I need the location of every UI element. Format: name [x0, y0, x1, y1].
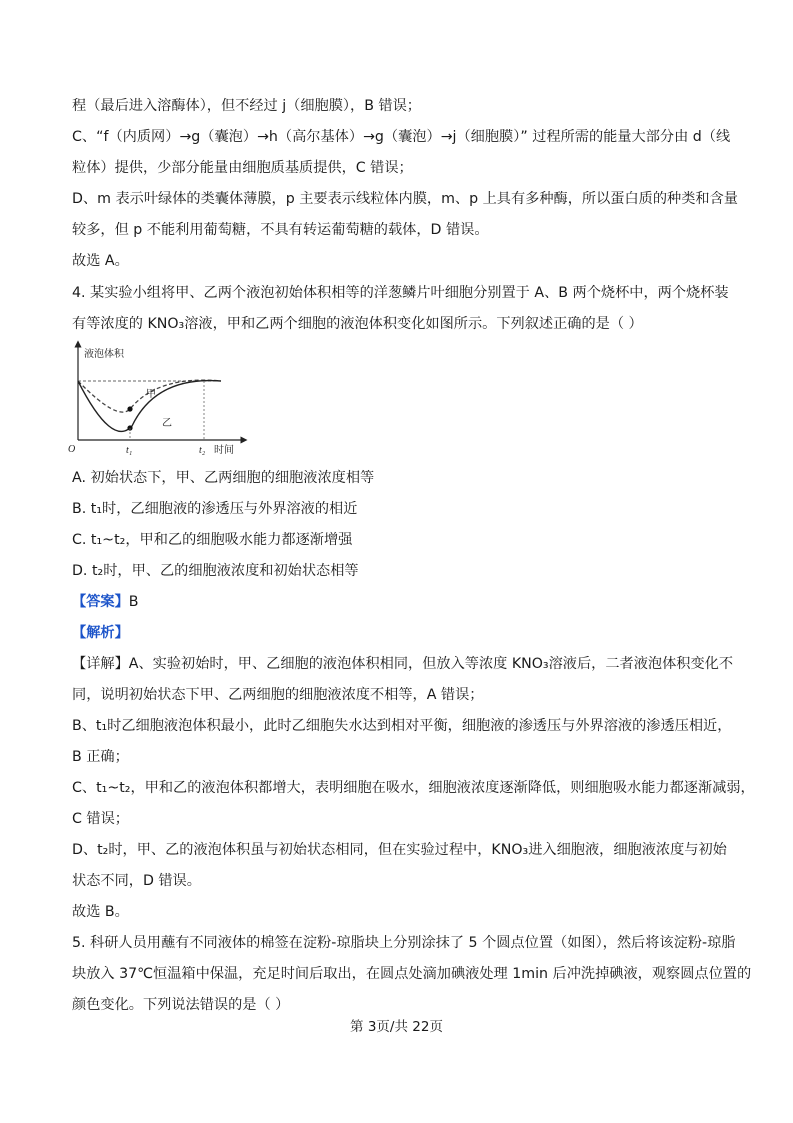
analysis-line: 【详解】A、实验初始时，甲、乙细胞的液泡体积相同，但放入等浓度 KNO₃溶液后，二者液泡体积变化不	[72, 656, 734, 672]
t2-label: t₂	[199, 445, 206, 456]
analysis-line: D、t₂时，甲、乙的液泡体积虽与初始状态相同，但在实验过程中，KNO₃进入细胞液，细胞液浓度与初始	[72, 842, 727, 858]
curve-jia-label: 甲	[146, 389, 156, 400]
point-jia	[127, 406, 132, 411]
option-c: C. t₁~t₂，甲和乙的细胞吸水能力都逐渐增强	[72, 532, 353, 548]
text-line: 粒体）提供，少部分能量由细胞质基质提供，C 错误；	[72, 160, 413, 176]
analysis-line: B、t₁时乙细胞液泡体积最小，此时乙细胞失水达到相对平衡，细胞液的渗透压与外界溶液的渗透压相近，	[72, 718, 732, 734]
option-a: A. 初始状态下，甲、乙两细胞的细胞液浓度相等	[72, 470, 375, 486]
question-5-stem: 颜色变化。下列说法错误的是（ ）	[72, 997, 290, 1013]
question-4-stem: 4. 某实验小组将甲、乙两个液泡初始体积相等的洋葱鳞片叶细胞分别置于 A、B 两个烧杯中，两个烧杯装	[72, 285, 729, 301]
answer-line	[72, 592, 733, 612]
y-axis-label: 液泡体积	[84, 349, 124, 360]
text-line: 故选 A。	[72, 253, 129, 269]
analysis-line: C 错误；	[72, 811, 129, 827]
answer-value: B	[128, 594, 139, 610]
analysis-line: 状态不同，D 错误。	[72, 873, 201, 889]
x-axis-label: 时间	[214, 445, 234, 456]
t1-label: t₁	[126, 445, 133, 456]
curve-yi-label: 乙	[162, 418, 172, 429]
text-line: 较多，但 p 不能利用葡萄糖，不具有转运葡萄糖的载体，D 错误。	[72, 222, 489, 238]
analysis-line: B 正确；	[72, 749, 129, 765]
text-line: D、m 表示叶绿体的类囊体薄膜，p 主要表示线粒体内膜，m、p 上具有多种酶，所以蛋白质的种类和含量	[72, 191, 738, 207]
origin-label: O	[68, 444, 76, 455]
analysis-line: C、t₁~t₂，甲和乙的液泡体积都增大，表明细胞在吸水，细胞液浓度逐渐降低，则细胞吸水能力都逐渐减弱，	[72, 780, 755, 796]
analysis-label: 【解析】	[72, 625, 129, 641]
text-line: C、“f（内质网）→g（囊泡）→h（高尔基体）→g（囊泡）→j（细胞膜）” 过程所需的能量大部分由 d（线	[72, 129, 731, 145]
question-5-stem: 5. 科研人员用蘸有不同液体的棉签在淀粉-琼脂块上分别涂抹了 5 个圆点位置（如图），然后将该淀粉-琼脂	[72, 935, 736, 951]
analysis-line: 故选 B。	[72, 904, 129, 920]
text-line: 程（最后进入溶酶体），但不经过 j（细胞膜），B 错误；	[72, 98, 421, 114]
page-footer: 第 3页/共 22页	[350, 1019, 443, 1035]
answer-label: 【答案】	[72, 594, 129, 610]
option-d: D. t₂时，甲、乙的细胞液浓度和初始状态相等	[72, 563, 359, 579]
analysis-line: 同，说明初始状态下甲、乙两细胞的细胞液浓度不相等，A 错误；	[72, 687, 484, 703]
question-4-stem: 有等浓度的 KNO₃溶液，甲和乙两个细胞的液泡体积变化如图所示。下列叙述正确的是（ ）	[72, 316, 643, 332]
option-b: B. t₁时，乙细胞液的渗透压与外界溶液的相近	[72, 501, 358, 517]
vacuole-volume-chart	[66, 340, 256, 465]
question-5-stem: 块放入 37℃恒温箱中保温，充足时间后取出，在圆点处滴加碘液处理 1min 后冲洗掉碘液，观察圆点位置的	[72, 966, 752, 982]
